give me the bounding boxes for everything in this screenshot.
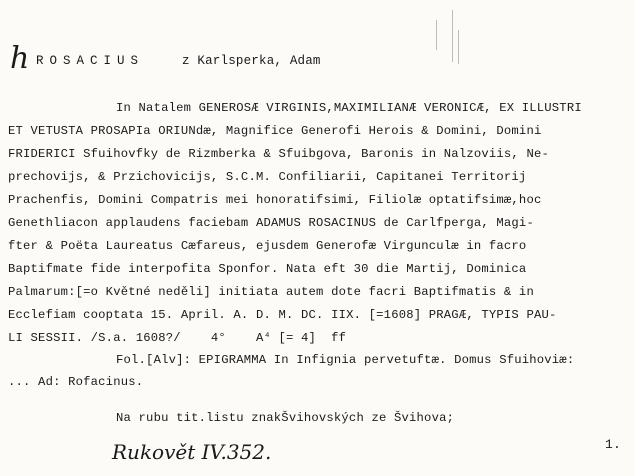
margin-note: Na rubu tit.listu znakŠvihovských ze Švihova; <box>116 411 455 425</box>
body-line: Genethliacon applaudens faciebam ADAMUS ROSACINUS de Carlfperga, Magi- <box>8 216 534 230</box>
header-mark: h <box>10 41 30 76</box>
body-line: ET VETUSTA PROSAPIa ORIUNdæ, Magnifice Generofi Herois & Domini, Domini <box>8 124 542 138</box>
body-line: FRIDERICI Sfuihovfky de Rizmberka & Sfuibgova, Baronis in Nalzoviis, Ne- <box>8 147 549 161</box>
body-line: In Natalem GENEROSÆ VIRGINIS,MAXIMILIANÆ VERONICÆ, EX ILLUSTRI <box>116 101 582 115</box>
body-line: Prachenfis, Domini Compatris mei honoratifsimi, Filiolæ optatifsimæ,hoc <box>8 193 542 207</box>
body-line: prechovijs, & Przichovicijs, S.C.M. Confiliarii, Capitanei Territorij <box>8 170 527 184</box>
pencil-mark <box>436 20 437 50</box>
fol-line-2: ... Ad: Rofacinus. <box>8 375 144 389</box>
author-name: ROSACIUS <box>36 54 145 68</box>
body-line: fter & Poëta Laureatus Cæfareus, ejusdem Generofæ Virgunculæ in facro <box>8 239 527 253</box>
body-line: Palmarum:[=o Květné neděli] initiata autem dote facri Baptifmatis & in <box>8 285 534 299</box>
pencil-mark <box>452 10 453 62</box>
body-line: Baptifmate fide interpofita Sponfor. Nata eft 30 die Martij, Dominica <box>8 262 527 276</box>
body-line: Ecclefiam cooptata 15. April. A. D. M. DC. IIX. [=1608] PRAGÆ, TYPIS PAU- <box>8 308 557 322</box>
handwritten-reference: Rukovět IV.352. <box>112 440 272 464</box>
pencil-mark <box>458 30 459 64</box>
author-rest: z Karlsperka, Adam <box>182 54 321 68</box>
fol-line: Fol.[Alv]: EPIGRAMMA In Infignia pervetuftæ. Domus Sfuihoviæ: <box>116 353 575 367</box>
body-line: LI SESSII. /S.a. 1608?/ 4° A⁴ [= 4] ff <box>8 331 347 345</box>
page-number: 1. <box>605 437 622 452</box>
